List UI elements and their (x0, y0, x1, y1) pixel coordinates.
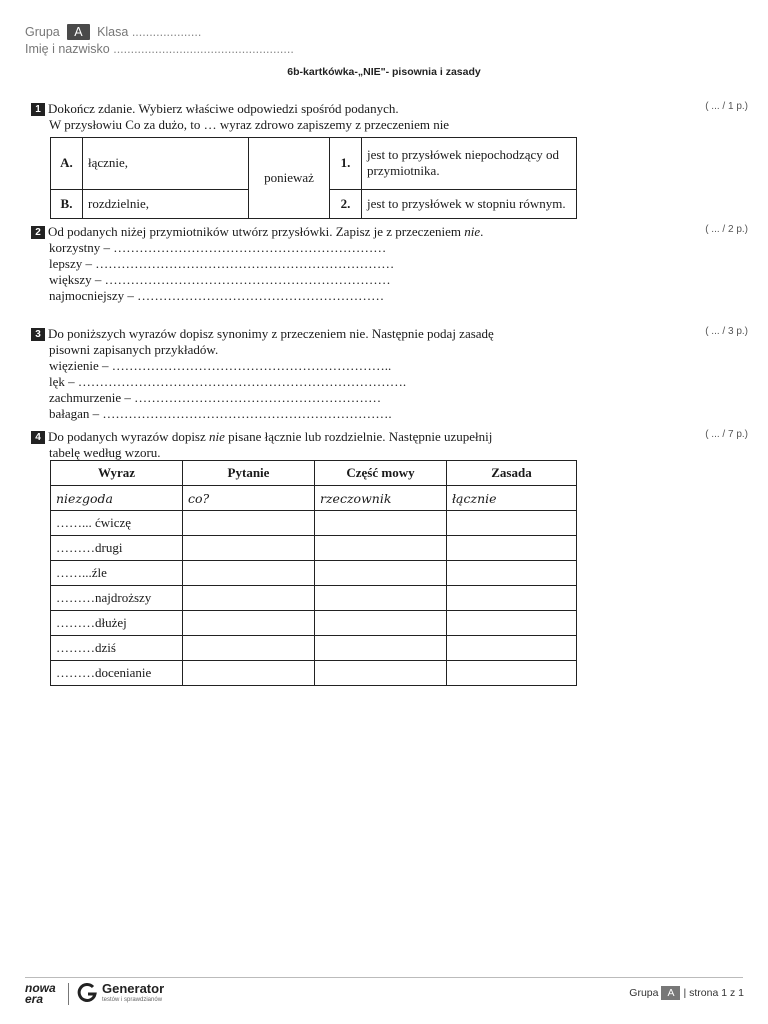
group-header (25, 24, 201, 40)
column-header-zasada: Zasada (447, 461, 577, 486)
answer-cell[interactable] (315, 661, 447, 686)
logo-line1: nowa (25, 981, 56, 995)
task-3-line2: pisowni zapisanych przykładów. (49, 342, 219, 357)
answer-cell[interactable] (183, 586, 315, 611)
task-3-line: zachmurzenie – ………………………………………………… (49, 390, 382, 405)
option-b-text: rozdzielnie, (83, 189, 249, 218)
logo-line2: era (25, 992, 44, 1006)
class-dots: .................... (131, 25, 202, 39)
answer-cell[interactable] (315, 511, 447, 536)
task-1-line2: W przysłowiu Co za dużo, to … wyraz zdrowo zapiszemy z przeczeniem nie (49, 117, 450, 132)
answer-cell[interactable] (447, 661, 577, 686)
answer-cell[interactable] (183, 511, 315, 536)
task-4-points: ( ... / 7 p.) (705, 429, 748, 440)
task-4-italic: nie (209, 429, 225, 444)
example-part-of-speech: rzeczownik (315, 486, 447, 511)
task-4-table (50, 460, 577, 686)
task-2-number: 2 (31, 226, 45, 239)
answer-cell[interactable] (183, 561, 315, 586)
answer-cell[interactable] (315, 636, 447, 661)
generator-logo-icon (76, 982, 98, 1004)
task-2-italic: nie (464, 224, 481, 239)
task-1-points: ( ... / 1 p.) (705, 101, 748, 112)
word-cell: ………drugi (51, 536, 183, 561)
page-title: 6b-kartkówka-„NIE"- pisownia i zasady (287, 66, 481, 78)
answer-cell[interactable] (447, 611, 577, 636)
task-2-line: lepszy – …………………………………………………………… (49, 256, 395, 271)
option-a-label: A. (51, 138, 83, 190)
word-cell: ……... ćwiczę (51, 511, 183, 536)
name-header (25, 42, 294, 56)
answer-cell[interactable] (183, 536, 315, 561)
generator-subtitle: testów i sprawdzianów (102, 997, 163, 1003)
table-row (51, 661, 577, 686)
table-row (51, 561, 577, 586)
option-2-label: 2. (330, 189, 362, 218)
task-3-line1: Do poniższych wyrazów dopisz synonimy z przeczeniem nie. Następnie podaj zasadę (48, 326, 494, 341)
word-cell: ……...źle (51, 561, 183, 586)
task-2-text-end: . (480, 224, 484, 239)
footer-divider (25, 977, 743, 978)
example-word: niezgoda (51, 486, 183, 511)
task-3-points: ( ... / 3 p.) (705, 326, 748, 337)
option-1-label: 1. (330, 138, 362, 190)
task-4-text: Do podanych wyrazów dopisz (48, 429, 210, 444)
option-1-text: jest to przysłówek niepochodzący od przymiotnika. (362, 138, 577, 190)
generator-name: Generator (102, 981, 165, 996)
task-2 (31, 224, 591, 304)
class-label: Klasa (97, 25, 129, 39)
task-1-number: 1 (31, 103, 45, 116)
answer-cell[interactable] (447, 586, 577, 611)
name-dots: .................................................... (113, 42, 294, 56)
name-label: Imię i nazwisko (25, 42, 110, 56)
task-3-number: 3 (31, 328, 45, 341)
footer-group-badge: A (661, 986, 680, 1000)
group-badge: A (67, 24, 89, 40)
example-rule: łącznie (447, 486, 577, 511)
answer-cell[interactable] (183, 661, 315, 686)
answer-cell[interactable] (183, 636, 315, 661)
column-header-pytanie: Pytanie (183, 461, 315, 486)
answer-cell[interactable] (315, 611, 447, 636)
table-row (51, 636, 577, 661)
task-3-line: lęk – …………………………………………………………………. (49, 374, 407, 389)
word-cell: ………najdroższy (51, 586, 183, 611)
group-label: Grupa (25, 25, 60, 39)
task-2-line: korzystny – ……………………………………………………… (49, 240, 387, 255)
answer-cell[interactable] (447, 511, 577, 536)
task-3-line: bałagan – …………………………………………………………. (49, 406, 392, 421)
task-4-number: 4 (31, 431, 45, 444)
word-cell: ………dłużej (51, 611, 183, 636)
answer-cell[interactable] (447, 561, 577, 586)
task-1-line1: Dokończ zdanie. Wybierz właściwe odpowiedzi spośród podanych. (48, 101, 399, 116)
answer-cell[interactable] (315, 586, 447, 611)
footer-page-label: | strona 1 z 1 (683, 987, 744, 999)
answer-cell[interactable] (315, 536, 447, 561)
answer-cell[interactable] (447, 636, 577, 661)
table-row (51, 511, 577, 536)
answer-cell[interactable] (447, 536, 577, 561)
footer-page-info (629, 986, 744, 1000)
table-row (51, 586, 577, 611)
table-row-example (51, 486, 577, 511)
footer-group-label: Grupa (629, 987, 659, 999)
answer-cell[interactable] (183, 611, 315, 636)
column-header-wyraz: Wyraz (51, 461, 183, 486)
option-2-text: jest to przysłówek w stopniu równym. (362, 189, 577, 218)
task-1-table (50, 137, 577, 219)
nowa-era-logo (25, 983, 56, 1005)
task-3-line: więzienie – ……………………………………………………….. (49, 358, 392, 373)
generator-logo (102, 982, 164, 1004)
example-question: co? (183, 486, 315, 511)
word-cell: ………docenianie (51, 661, 183, 686)
task-3 (31, 326, 591, 422)
column-header-czesc-mowy: Część mowy (315, 461, 447, 486)
task-2-line: większy – ………………………………………………………… (49, 272, 391, 287)
option-a-text: łącznie, (83, 138, 249, 190)
option-b-label: B. (51, 189, 83, 218)
task-2-line: najmocniejszy – ………………………………………………… (49, 288, 385, 303)
table-row (51, 536, 577, 561)
task-1 (31, 101, 591, 133)
table-row (51, 611, 577, 636)
task-4 (31, 429, 591, 461)
task-2-text: Od podanych niżej przymiotników utwórz przysłówki. Zapisz je z przeczeniem (48, 224, 465, 239)
task-4-line2: tabelę według wzoru. (49, 445, 161, 460)
middle-word: ponieważ (249, 138, 330, 219)
word-cell: ………dziś (51, 636, 183, 661)
answer-cell[interactable] (315, 561, 447, 586)
task-4-text-end: pisane łącznie lub rozdzielnie. Następnie uzupełnij (224, 429, 493, 444)
task-2-points: ( ... / 2 p.) (705, 224, 748, 235)
logo-separator (68, 983, 69, 1005)
